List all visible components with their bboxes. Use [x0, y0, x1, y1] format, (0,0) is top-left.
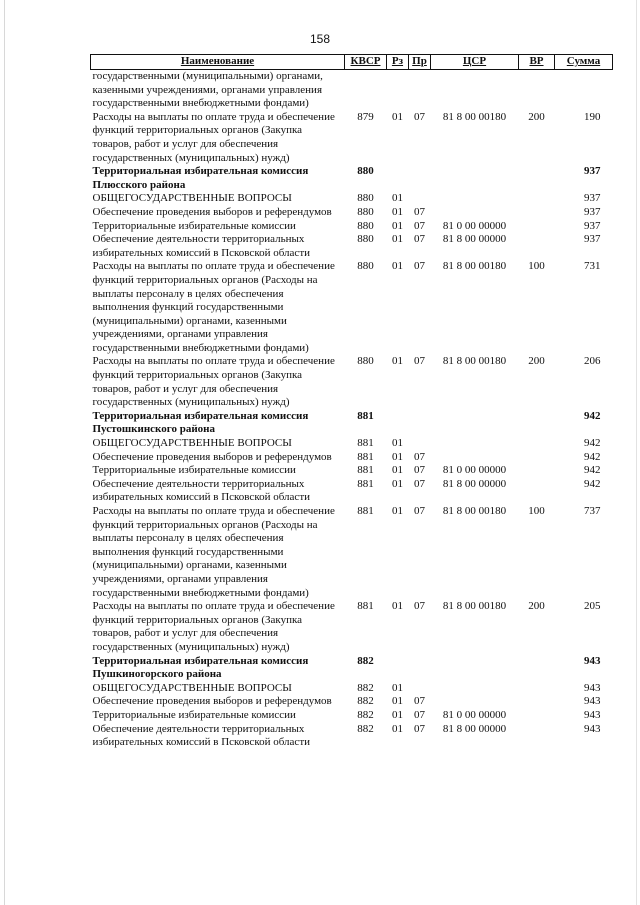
cell-sum: 731 — [584, 260, 601, 273]
cell-name: Территориальная избирательная комиссия Пустошкинского района — [92, 409, 309, 436]
cell-csr: 81 8 00 00000 — [442, 722, 507, 735]
cell-rz — [387, 165, 409, 192]
cell-name: Обеспечение проведения выборов и референдумов — [92, 695, 332, 708]
cell-csr: 81 8 00 00000 — [442, 233, 507, 246]
cell-kvsr: 880 — [357, 165, 374, 178]
cell-vr — [519, 451, 555, 465]
cell-vr — [519, 70, 555, 111]
table-body — [91, 70, 613, 750]
cell-rz — [387, 655, 409, 682]
cell-kvsr: 880 — [357, 205, 374, 218]
cell-kvsr: 882 — [357, 708, 374, 721]
header-rz: Рз — [387, 55, 409, 70]
table-row — [91, 451, 613, 465]
cell-csr — [431, 695, 519, 709]
cell-csr — [431, 165, 519, 192]
cell-csr — [431, 206, 519, 220]
cell-csr: 81 8 00 00180 — [442, 355, 507, 368]
cell-pr: 07 — [414, 219, 425, 232]
cell-rz: 01 — [392, 600, 403, 613]
cell-csr — [431, 410, 519, 437]
cell-kvsr: 880 — [357, 260, 374, 273]
cell-kvsr: 882 — [357, 695, 374, 708]
header-name: Наименование — [91, 55, 345, 70]
table-row — [91, 192, 613, 206]
cell-pr: 07 — [414, 708, 425, 721]
cell-sum: 937 — [584, 233, 601, 246]
cell-vr — [519, 695, 555, 709]
cell-name: Обеспечение деятельности территориальных избирательных комиссий в Псковской области — [92, 477, 311, 504]
cell-rz — [387, 410, 409, 437]
cell-rz: 01 — [392, 437, 403, 450]
cell-vr — [519, 165, 555, 192]
cell-kvsr: 879 — [357, 110, 374, 123]
cell-name: Территориальные избирательные комиссии — [92, 219, 296, 232]
cell-sum: 942 — [584, 450, 601, 463]
cell-sum: 937 — [584, 192, 601, 205]
cell-sum: 190 — [584, 110, 601, 123]
page-number: 158 — [309, 32, 331, 46]
cell-vr — [519, 192, 555, 206]
cell-csr: 81 8 00 00180 — [442, 110, 507, 123]
cell-rz: 01 — [392, 681, 403, 694]
cell-kvsr: 880 — [357, 355, 374, 368]
cell-pr: 07 — [414, 450, 425, 463]
table-row — [91, 206, 613, 220]
cell-name: Обеспечение проведения выборов и референдумов — [92, 450, 332, 463]
budget-table — [90, 54, 613, 750]
header-kvsr: КВСР — [345, 55, 387, 70]
cell-kvsr: 880 — [357, 233, 374, 246]
cell-pr — [409, 655, 431, 682]
cell-vr: 100 — [528, 505, 545, 517]
cell-rz: 01 — [392, 464, 403, 477]
cell-pr: 07 — [414, 600, 425, 613]
table-row — [91, 478, 613, 505]
header-pr: Пр — [409, 55, 431, 70]
cell-rz: 01 — [392, 233, 403, 246]
cell-sum: 943 — [584, 722, 601, 735]
cell-vr — [519, 723, 555, 750]
header-sum: Сумма — [555, 55, 613, 70]
cell-name: Обеспечение проведения выборов и референдумов — [92, 205, 332, 218]
table-row — [91, 410, 613, 437]
cell-vr — [519, 709, 555, 723]
table-row — [91, 682, 613, 696]
cell-pr — [409, 410, 431, 437]
cell-kvsr: 881 — [357, 477, 374, 490]
cell-rz: 01 — [392, 450, 403, 463]
cell-rz: 01 — [392, 355, 403, 368]
cell-pr — [409, 192, 431, 206]
header-csr: ЦСР — [431, 55, 519, 70]
cell-csr: 81 0 00 00000 — [442, 219, 507, 232]
table-row — [91, 464, 613, 478]
cell-rz: 01 — [392, 205, 403, 218]
cell-sum: 206 — [584, 355, 601, 368]
cell-vr — [519, 410, 555, 437]
cell-kvsr: 880 — [357, 219, 374, 232]
cell-name: Обеспечение деятельности территориальных избирательных комиссий в Псковской области — [92, 722, 311, 749]
cell-rz: 01 — [392, 722, 403, 735]
cell-pr: 07 — [414, 110, 425, 123]
cell-sum: 737 — [584, 505, 601, 517]
cell-pr: 07 — [414, 260, 425, 273]
budget-table-container — [90, 54, 612, 750]
table-row — [91, 70, 613, 111]
cell-kvsr: 881 — [357, 505, 374, 517]
cell-name: Расходы на выплаты по оплате труда и обеспечение функций территориальных органов (Расходы на выплаты персоналу в целях обеспечения выполнения функций государственными (муниципальными) органами, казенными учреждениями, органами управления государственными внебюджетными фондами) — [92, 260, 335, 354]
cell-csr: 81 8 00 00180 — [442, 600, 507, 613]
table-row — [91, 260, 613, 355]
cell-pr: 07 — [414, 505, 425, 517]
table-row — [91, 655, 613, 682]
cell-vr — [519, 464, 555, 478]
cell-kvsr — [345, 70, 387, 111]
cell-rz: 01 — [392, 110, 403, 123]
cell-rz: 01 — [392, 708, 403, 721]
cell-pr — [409, 682, 431, 696]
table-row — [91, 111, 613, 165]
cell-vr — [519, 655, 555, 682]
cell-pr: 07 — [414, 355, 425, 368]
table-row — [91, 709, 613, 723]
cell-name: Территориальная избирательная комиссия Пушкиногорского района — [92, 654, 309, 681]
scan-edge-right — [636, 0, 637, 905]
cell-vr — [519, 437, 555, 451]
cell-sum: 942 — [584, 464, 601, 477]
cell-sum: 943 — [584, 654, 601, 667]
scan-edge-left — [4, 0, 5, 905]
cell-pr: 07 — [414, 233, 425, 246]
cell-name: Территориальные избирательные комиссии — [92, 464, 296, 477]
cell-pr: 07 — [414, 464, 425, 477]
table-row — [91, 723, 613, 750]
cell-pr: 07 — [414, 205, 425, 218]
cell-kvsr: 881 — [357, 437, 374, 450]
cell-csr — [431, 192, 519, 206]
cell-kvsr: 880 — [357, 192, 374, 205]
cell-kvsr: 882 — [357, 681, 374, 694]
cell-sum: 937 — [584, 165, 601, 178]
cell-sum — [555, 70, 613, 111]
cell-kvsr: 881 — [357, 600, 374, 613]
cell-sum: 942 — [584, 477, 601, 490]
cell-csr: 81 8 00 00180 — [442, 260, 507, 273]
cell-kvsr: 882 — [357, 654, 374, 667]
cell-kvsr: 881 — [357, 450, 374, 463]
cell-csr — [431, 437, 519, 451]
cell-vr — [519, 233, 555, 260]
cell-pr: 07 — [414, 722, 425, 735]
cell-csr: 81 8 00 00000 — [442, 477, 507, 490]
cell-sum: 943 — [584, 695, 601, 708]
cell-name: Территориальная избирательная комиссия Плюсского района — [92, 165, 309, 191]
cell-name: ОБЩЕГОСУДАРСТВЕННЫЕ ВОПРОСЫ — [92, 681, 292, 694]
cell-rz: 01 — [392, 695, 403, 708]
cell-sum: 943 — [584, 708, 601, 721]
cell-name: ОБЩЕГОСУДАРСТВЕННЫЕ ВОПРОСЫ — [92, 437, 292, 450]
cell-vr — [519, 206, 555, 220]
cell-rz: 01 — [392, 477, 403, 490]
cell-vr — [519, 682, 555, 696]
cell-kvsr: 882 — [357, 722, 374, 735]
table-row — [91, 695, 613, 709]
cell-name: государственными (муниципальными) органами, казенными учреждениями, органами управления государственными внебюджетными фондами) — [91, 70, 345, 111]
cell-pr — [409, 70, 431, 111]
table-row — [91, 220, 613, 234]
cell-name: Расходы на выплаты по оплате труда и обеспечение функций территориальных органов (Закупка товаров, работ и услуг для обеспечения государственных (муниципальных) нужд) — [92, 355, 335, 409]
cell-sum: 205 — [584, 600, 601, 613]
cell-name: Расходы на выплаты по оплате труда и обеспечение функций территориальных органов (Закупка товаров, работ и услуг для обеспечения государственных (муниципальных) нужд) — [92, 600, 335, 653]
table-row — [91, 437, 613, 451]
header-vr: ВР — [519, 55, 555, 70]
cell-name: Расходы на выплаты по оплате труда и обеспечение функций территориальных органов (Закупка товаров, работ и услуг для обеспечения государственных (муниципальных) нужд) — [92, 110, 335, 164]
cell-pr: 07 — [414, 477, 425, 490]
cell-pr — [409, 165, 431, 192]
cell-vr: 200 — [528, 110, 545, 123]
cell-rz: 01 — [392, 192, 403, 205]
cell-csr — [431, 451, 519, 465]
cell-csr — [431, 682, 519, 696]
cell-sum: 943 — [584, 681, 601, 694]
cell-rz: 01 — [392, 219, 403, 232]
table-row — [91, 233, 613, 260]
cell-kvsr: 881 — [357, 409, 374, 422]
cell-vr — [519, 478, 555, 505]
cell-name: Расходы на выплаты по оплате труда и обеспечение функций территориальных органов (Расходы на выплаты персоналу в целях обеспечения выполнения функций государственными (муниципальными) органами, казенными учреждениями, органами управления государственными внебюджетными фондами) — [92, 505, 335, 599]
cell-csr — [431, 655, 519, 682]
cell-kvsr: 881 — [357, 464, 374, 477]
cell-vr: 200 — [528, 355, 545, 368]
cell-vr: 200 — [528, 600, 545, 613]
cell-csr — [431, 70, 519, 111]
cell-name: ОБЩЕГОСУДАРСТВЕННЫЕ ВОПРОСЫ — [92, 192, 292, 205]
cell-name: Территориальные избирательные комиссии — [92, 708, 296, 721]
cell-csr: 81 8 00 00180 — [442, 505, 507, 517]
cell-sum: 942 — [584, 409, 601, 422]
cell-rz: 01 — [392, 260, 403, 273]
cell-vr — [519, 220, 555, 234]
table-row — [91, 355, 613, 409]
cell-name: Обеспечение деятельности территориальных избирательных комиссий в Псковской области — [92, 233, 311, 259]
table-row — [91, 165, 613, 192]
cell-rz: 01 — [392, 505, 403, 517]
table-header-row — [91, 55, 613, 70]
cell-sum: 942 — [584, 437, 601, 450]
cell-pr: 07 — [414, 695, 425, 708]
cell-sum: 937 — [584, 219, 601, 232]
cell-vr: 100 — [528, 260, 545, 273]
cell-pr — [409, 437, 431, 451]
table-row — [91, 505, 613, 600]
cell-rz — [387, 70, 409, 111]
cell-csr: 81 0 00 00000 — [442, 464, 507, 477]
table-row — [91, 600, 613, 654]
cell-sum: 937 — [584, 205, 601, 218]
cell-csr: 81 0 00 00000 — [442, 708, 507, 721]
